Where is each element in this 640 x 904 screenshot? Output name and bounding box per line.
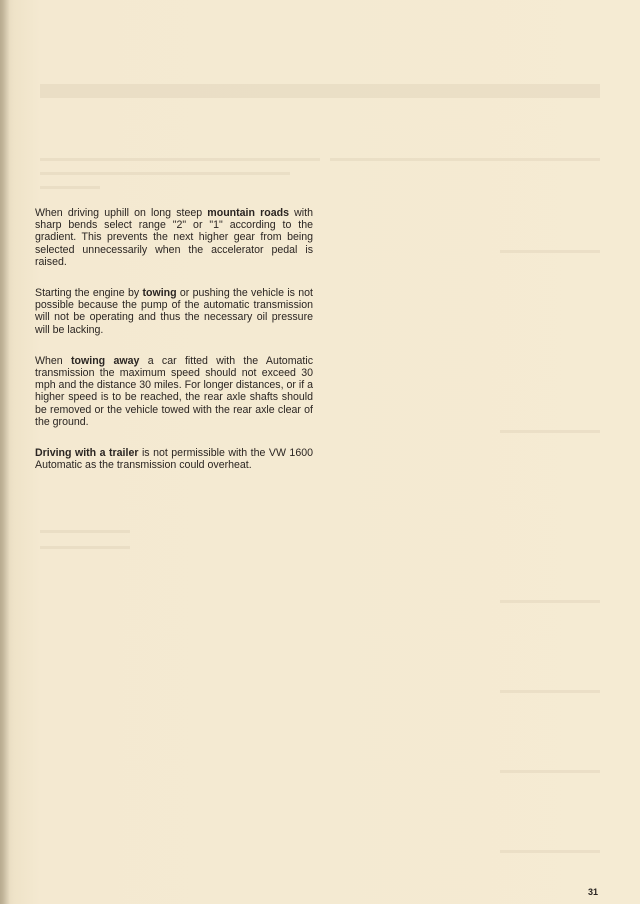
bold-term-driving-with-trailer: Driving with a trailer — [35, 447, 139, 460]
show-through-mark — [40, 530, 130, 533]
paragraph-towing-away — [35, 355, 313, 428]
bold-term-towing: towing — [142, 287, 177, 300]
paragraph-trailer — [35, 447, 313, 471]
paragraph-mountain-roads — [35, 207, 313, 268]
show-through-mark — [40, 546, 130, 549]
show-through-mark — [330, 158, 600, 161]
show-through-mark — [500, 250, 600, 253]
text-run: When driving uphill on long steep — [35, 207, 208, 219]
show-through-mark — [500, 600, 600, 603]
text-run: or pushing the vehicle is not possible because the pump of the automatic transmission will not be operating and thus the necessary oil pressure will be lacking. — [35, 287, 313, 336]
show-through-mark — [500, 430, 600, 433]
text-run: Starting the engine by — [35, 287, 143, 300]
show-through-mark — [40, 84, 600, 98]
text-run: with sharp bends select range "2" or "1" according to the gradient. This prevents the next higher gear from being selected unnecessarily when the accelerator pedal is raised. — [35, 207, 313, 268]
text-run: a car fitted with the Automatic transmission the maximum speed should not exceed 30 mph and the distance 30 miles. For longer distances, or if a higher speed is to be reached, the rear axle shafts should be removed or the vehicle towed with the rear axle clear of the ground. — [35, 354, 314, 428]
text-run: is not permissible with the VW 1600 Automatic as the transmission could overheat. — [35, 447, 313, 472]
show-through-mark — [500, 690, 600, 693]
binding-shadow — [0, 0, 10, 904]
text-run: When — [35, 354, 72, 367]
show-through-mark — [500, 770, 600, 773]
show-through-mark — [40, 186, 100, 189]
bold-term-mountain-roads: mountain roads — [207, 207, 289, 219]
paragraph-towing-start — [35, 287, 313, 336]
show-through-mark — [40, 172, 290, 175]
bold-term-towing-away: towing away — [71, 354, 140, 367]
body-text — [35, 207, 313, 490]
show-through-mark — [500, 850, 600, 853]
page-number: 31 — [587, 887, 598, 897]
show-through-mark — [40, 158, 320, 161]
